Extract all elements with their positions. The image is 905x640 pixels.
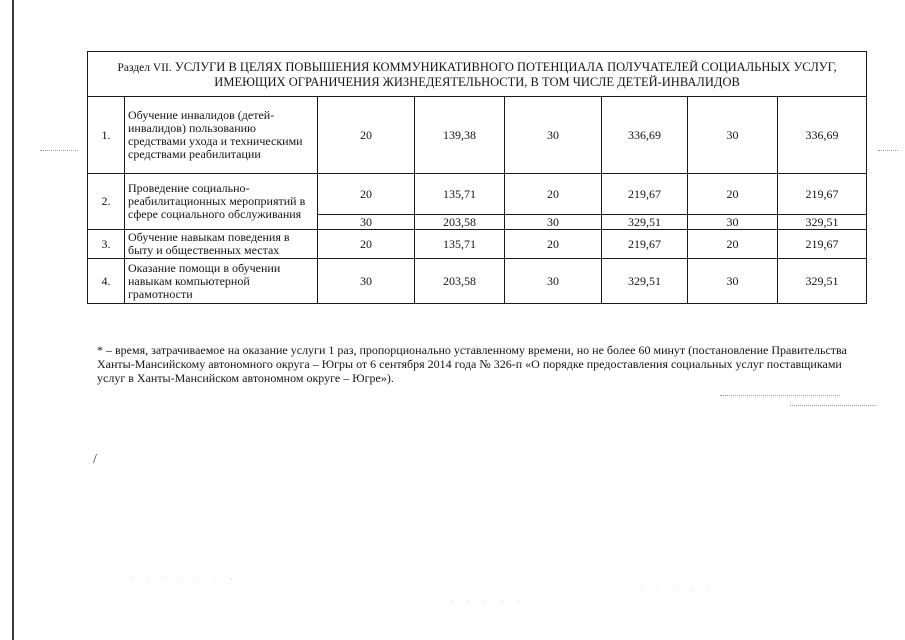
value-cell: 219,67	[602, 174, 688, 215]
value-cell: 30	[688, 97, 778, 174]
footnote-mark: *	[97, 343, 103, 357]
value-cell: 139,38	[415, 97, 505, 174]
service-name: Проведение социально-реабилитационных мероприятий в сфере социального обслуживания	[125, 174, 318, 230]
scan-noise: · · · · ·	[450, 598, 526, 607]
scan-noise	[40, 150, 78, 152]
service-name: Оказание помощи в обучении навыкам компьютерной грамотности	[125, 259, 318, 304]
table-row	[88, 230, 867, 259]
value-cell: 30	[688, 215, 778, 230]
value-cell: 329,51	[778, 215, 867, 230]
table-row	[88, 259, 867, 304]
value-cell: 135,71	[415, 174, 505, 215]
value-cell: 329,51	[778, 259, 867, 304]
services-table	[87, 51, 867, 304]
value-cell: 219,67	[778, 174, 867, 215]
value-cell: 336,69	[778, 97, 867, 174]
footnote	[97, 343, 867, 385]
value-cell: 20	[318, 97, 415, 174]
value-cell: 203,58	[415, 215, 505, 230]
scan-noise: · · · · ·	[640, 585, 716, 594]
section-prefix: Раздел VII.	[117, 61, 172, 74]
scan-noise	[878, 150, 898, 152]
section-title-text: УСЛУГИ В ЦЕЛЯХ ПОВЫШЕНИЯ КОММУНИКАТИВНОГО ПОТЕНЦИАЛА ПОЛУЧАТЕЛЕЙ СОЦИАЛЬНЫХ УСЛУГ, ИМЕЮЩИХ ОГРАНИЧЕНИЯ ЖИЗНЕДЕЯТЕЛЬНОСТИ, В ТОМ ЧИСЛЕ ДЕТЕЙ-ИНВАЛИДОВ	[174, 59, 837, 89]
scan-mark: /	[93, 452, 97, 467]
value-cell: 135,71	[415, 230, 505, 259]
value-cell: 20	[688, 230, 778, 259]
value-cell: 329,51	[602, 215, 688, 230]
value-cell: 30	[318, 259, 415, 304]
value-cell: 20	[318, 230, 415, 259]
value-cell: 20	[318, 174, 415, 215]
scan-noise: · · · · · · ·	[130, 575, 239, 584]
value-cell: 30	[505, 259, 602, 304]
value-cell: 20	[505, 230, 602, 259]
row-number: 1.	[88, 97, 125, 174]
value-cell: 219,67	[778, 230, 867, 259]
value-cell: 336,69	[602, 97, 688, 174]
value-cell: 30	[318, 215, 415, 230]
value-cell: 20	[505, 174, 602, 215]
service-name: Обучение навыкам поведения в быту и общественных местах	[125, 230, 318, 259]
value-cell: 30	[505, 215, 602, 230]
section-header-row	[88, 52, 867, 97]
footnote-text: – время, затрачиваемое на оказание услуги 1 раз, пропорционально уставленному времени, но не более 60 минут (постановление Правительства Ханты-Мансийскому автономного округа – Югры от 6 сентября 2014 года № 326-п «О порядке предоставления социальных услуг поставщиками услуг в Ханты-Мансийском автономном округе – Югре»).	[97, 343, 847, 385]
row-number: 2.	[88, 174, 125, 230]
scan-noise	[720, 395, 840, 397]
value-cell: 203,58	[415, 259, 505, 304]
value-cell: 30	[505, 97, 602, 174]
value-cell: 20	[688, 174, 778, 215]
section-title	[88, 52, 867, 97]
row-number: 3.	[88, 230, 125, 259]
value-cell: 30	[688, 259, 778, 304]
value-cell: 329,51	[602, 259, 688, 304]
scan-noise	[790, 405, 875, 407]
table-row	[88, 174, 867, 215]
page-left-margin-rule	[12, 0, 14, 640]
value-cell: 219,67	[602, 230, 688, 259]
service-name: Обучение инвалидов (детей-инвалидов) пользованию средствами ухода и техническими средствами реабилитации	[125, 97, 318, 174]
table-row	[88, 97, 867, 174]
row-number: 4.	[88, 259, 125, 304]
